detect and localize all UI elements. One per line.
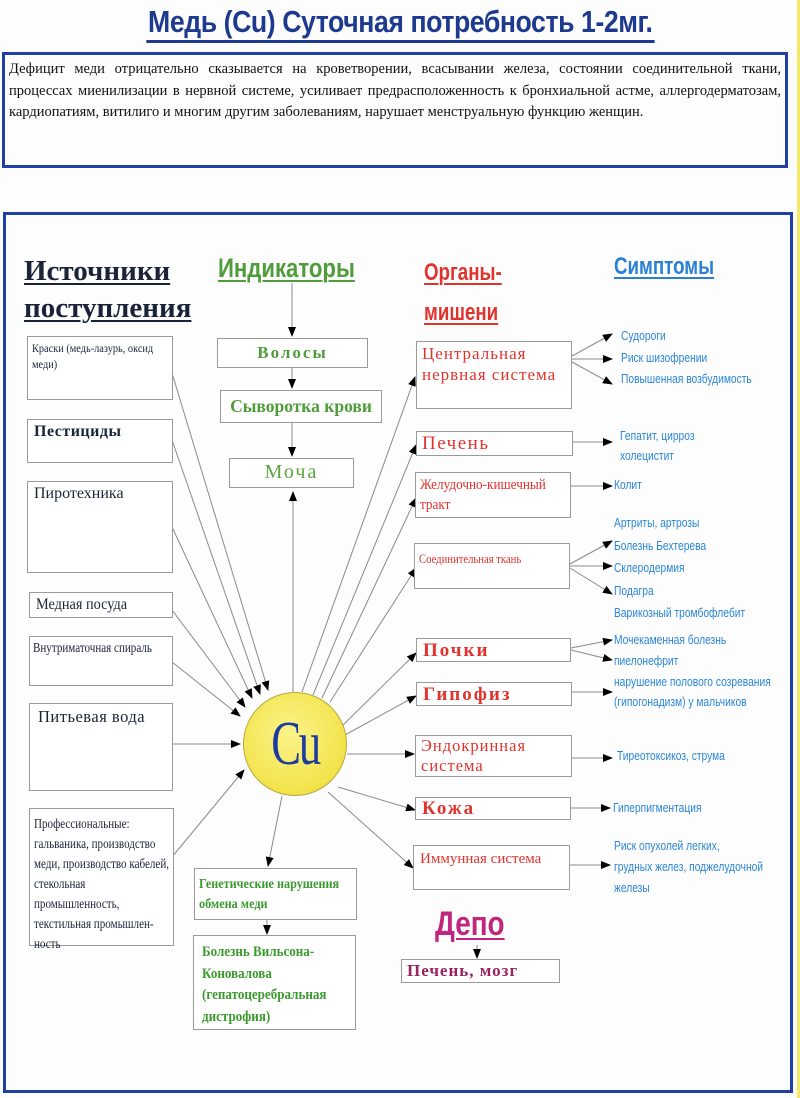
symptom: Варикозный тромбофлебит: [614, 606, 746, 620]
header-organs-line1: Органы-: [424, 259, 502, 286]
organ-kidneys: Почки: [423, 640, 490, 661]
genetic-disorder-box: [194, 868, 357, 920]
organ-connective: Соединительная ткань: [419, 551, 522, 566]
organ-liver: Печень: [422, 433, 490, 454]
organ-cns: Центральная нервная система: [422, 344, 557, 384]
source-box: [29, 703, 173, 791]
symptom: холецистит: [620, 449, 675, 463]
source-pyrotechnics: Пиротехника: [34, 485, 124, 502]
header-organs: [424, 253, 502, 333]
symptom: Риск опухолей легких,: [614, 839, 720, 853]
symptom-list-cns: [621, 326, 752, 391]
header-organs-line2: мишени: [424, 299, 499, 326]
organ-endocrine: Эндокринная система: [421, 736, 527, 775]
symptom: Подагра: [614, 583, 654, 598]
source-paints: Краски (медь-лазурь, оксид меди): [32, 341, 154, 371]
source-box: [27, 336, 173, 400]
indicator-box: [217, 338, 368, 368]
symptom: Артриты, артрозы: [614, 516, 700, 530]
symptom: Гепатит, цирроз: [620, 429, 695, 443]
indicator-hair: Волосы: [257, 343, 328, 362]
organ-box: [416, 431, 573, 456]
symptom: Склеродермия: [614, 561, 685, 575]
organ-box: [416, 341, 572, 409]
header-sources: [24, 253, 191, 327]
symptom-list-liver: [620, 426, 695, 466]
header-symptoms: Симптомы: [614, 253, 715, 280]
symptom: грудных желез, поджелудочной: [614, 860, 764, 874]
symptom: Гиперпигментация: [613, 801, 702, 815]
symptom: Повышенная возбудимость: [621, 372, 752, 386]
source-box: [29, 592, 173, 618]
intro-text: Дефицит меди отрицательно сказывается на кроветворении, всасывании железа, состоянии соединительной ткани, процессах миенилизации в нервной системе, усиливает предрасположенность к бронхиальной астме, аллергодерматозам, кардиопатиям, витилиго и многим другим заболеваниям, нарушает менструальную функцию женщин.: [2, 52, 788, 168]
organ-immune: Иммунная система: [420, 851, 542, 867]
copper-symbol: Cu: [271, 709, 319, 778]
organ-box: [415, 797, 571, 820]
indicator-urine: Моча: [264, 461, 319, 483]
source-water: Питьевая вода: [38, 707, 146, 726]
source-box: [29, 636, 173, 686]
organ-pituitary: Гипофиз: [423, 684, 512, 705]
organ-skin: Кожа: [422, 798, 476, 819]
organ-gi: Желудочно-кишечный тракт: [420, 477, 546, 513]
source-occupational: Профессиональные: гальваника, производство меди, производство кабелей, стекольная промышленность, текстильная промышлен-ность: [34, 816, 170, 951]
symptom-list-immune: [614, 836, 763, 899]
symptom: железы: [614, 881, 650, 895]
depot-value: Печень, мозг: [407, 961, 519, 980]
indicator-serum: Сыворотка крови: [230, 396, 372, 416]
symptom: нарушение полового созревания: [614, 675, 771, 689]
page-title: [0, 4, 800, 43]
organ-box: [416, 638, 571, 662]
symptom: Колит: [614, 478, 642, 492]
source-box: [27, 481, 173, 573]
organ-box: [413, 845, 570, 890]
depot-box: [401, 959, 560, 983]
source-iud: Внутриматочная спираль: [33, 640, 152, 655]
symptom-list-pituitary: [614, 672, 771, 712]
symptom: Болезнь Бехтерева: [614, 538, 707, 553]
organ-box: [414, 543, 570, 589]
organ-box: [415, 735, 572, 777]
indicator-box: [220, 390, 382, 423]
wilson-disease: Болезнь Вильсона-Коновалова (гепатоцеребральная дистрофия): [202, 944, 327, 1025]
copper-node: [243, 692, 347, 796]
genetic-disorder: Генетические нарушения обмена меди: [199, 877, 340, 912]
indicator-box: [229, 458, 354, 488]
symptom: (гипогонадизм) у мальчиков: [614, 695, 747, 709]
symptom: пиелонефрит: [614, 654, 679, 668]
symptom: Риск шизофрении: [621, 350, 708, 365]
page-title-text: Медь (Cu) Суточная потребность 1-2мг.: [146, 4, 654, 43]
header-sources-line1: Источники: [24, 255, 171, 287]
header-indicators: Индикаторы: [218, 253, 355, 283]
source-box: [27, 419, 173, 463]
header-sources-line2: поступления: [24, 292, 192, 324]
symptom-list-skin: [613, 800, 702, 817]
header-depot: Депо: [435, 905, 505, 943]
source-cookware: Медная посуда: [36, 596, 128, 613]
source-box: [29, 808, 174, 951]
symptom: Тиреотоксикоз, струма: [617, 749, 725, 763]
symptom: Судороги: [621, 329, 666, 343]
symptom-list-connective: [614, 512, 745, 625]
source-pesticides: Пестициды: [34, 423, 122, 440]
wilson-disease-box: [193, 935, 356, 1030]
symptom: Мочекаменная болезнь: [614, 633, 727, 647]
symptom-list-kidneys: [614, 630, 726, 672]
symptom-list-gi: [614, 477, 642, 494]
symptom-list-endocrine: [617, 748, 725, 765]
organ-box: [416, 682, 572, 706]
organ-box: [415, 472, 571, 518]
